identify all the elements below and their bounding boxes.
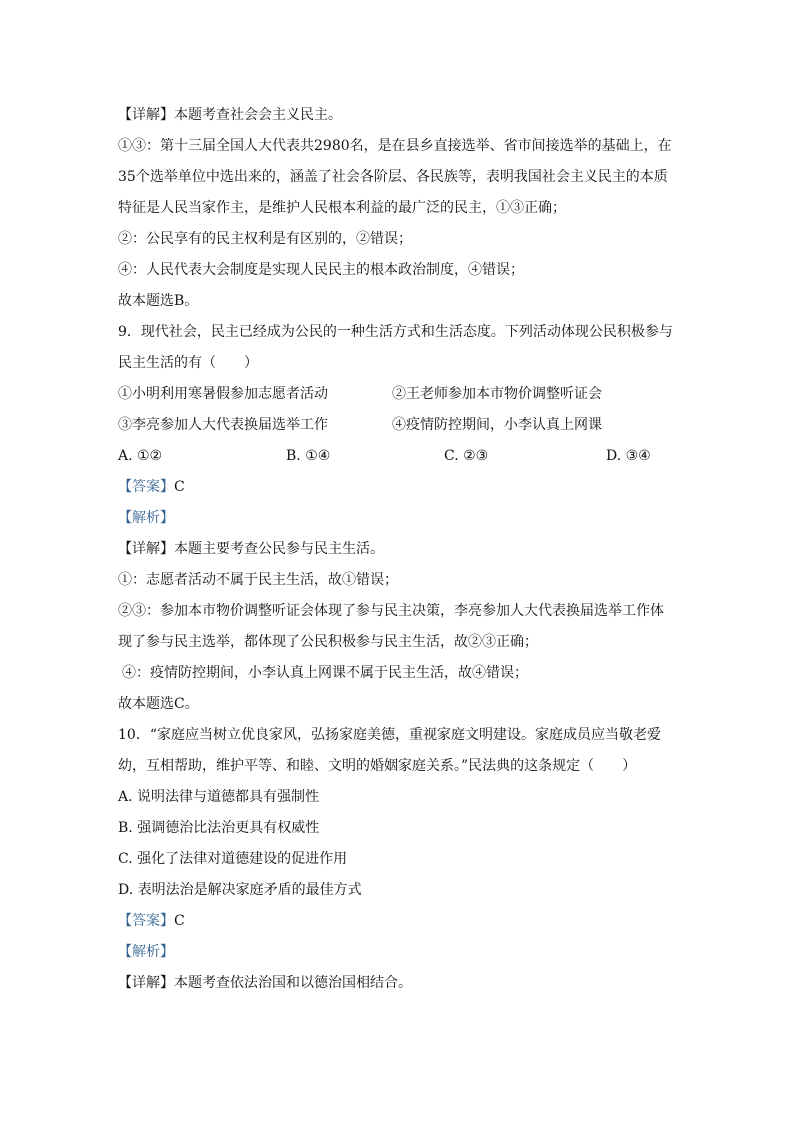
item-4: ④疫情防控期间，小李认真上网课 bbox=[392, 417, 602, 433]
question-9-stem: 民主生活的有（ ） bbox=[118, 355, 258, 371]
item-3: ③李亮参加人大代表换届选举工作 bbox=[118, 417, 328, 433]
answer-value: C bbox=[174, 479, 185, 495]
analysis-label: 【解析】 bbox=[118, 510, 174, 526]
option-d: D. 表明法治是解决家庭矛盾的最佳方式 bbox=[118, 882, 362, 898]
option-a: A. ①② bbox=[118, 448, 163, 464]
explanation-line: ①：志愿者活动不属于民主生活，故①错误； bbox=[118, 572, 398, 588]
answer-line bbox=[118, 906, 678, 937]
option-c: C. 强化了法律对道德建设的促进作用 bbox=[118, 851, 348, 867]
analysis-label: 【解析】 bbox=[118, 944, 174, 960]
conclusion-line: 故本题选B。 bbox=[118, 293, 199, 309]
option-c: C. ②③ bbox=[444, 448, 489, 464]
answer-label: 【答案】 bbox=[118, 913, 174, 929]
option-a: A. 说明法律与道德都具有强制性 bbox=[118, 789, 320, 805]
option-d: D. ③④ bbox=[606, 448, 651, 464]
question-10-stem: 10．“家庭应当树立优良家风，弘扬家庭美德，重视家庭文明建设。家庭成员应当敬老爱 bbox=[118, 727, 661, 743]
explanation-line: ②③：参加本市物价调整听证会体现了参与民主决策，李亮参加人大代表换届选举工作体 bbox=[118, 603, 664, 619]
explanation-line: 35个选举单位中选出来的，涵盖了社会各阶层、各民族等，表明我国社会主义民主的本质 bbox=[118, 169, 668, 185]
document-page bbox=[118, 100, 678, 999]
explanation-line: 特征是人民当家作主，是维护人民根本利益的最广泛的民主，①③正确； bbox=[118, 200, 566, 216]
question-9-items-row bbox=[118, 410, 678, 441]
explanation-line: ④：疫情防控期间，小李认真上网课不属于民主生活，故④错误； bbox=[122, 665, 528, 681]
explanation-line: 现了参与民主选举，都体现了公民积极参与民主生活，故②③正确； bbox=[118, 634, 538, 650]
explanation-line: ④：人民代表大会制度是实现人民民主的根本政治制度，④错误； bbox=[118, 262, 524, 278]
question-10-stem: 幼，互相帮助，维护平等、和睦、文明的婚姻家庭关系。”民法典的这条规定（ ） bbox=[118, 758, 637, 774]
detail-heading: 【详解】本题考查社会会主义民主。 bbox=[118, 107, 342, 123]
option-b: B. 强调德治比法治更具有权威性 bbox=[118, 820, 320, 836]
explanation-line: ①③：第十三届全国人大代表共2980名，是在县乡直接选举、省市间接选举的基础上，在 bbox=[118, 138, 672, 154]
option-b: B. ①④ bbox=[286, 448, 331, 464]
answer-line bbox=[118, 472, 678, 503]
item-2: ②王老师参加本市物价调整听证会 bbox=[392, 386, 602, 402]
question-9-options bbox=[118, 441, 678, 472]
answer-value: C bbox=[174, 913, 185, 929]
detail-heading: 【详解】本题考查依法治国和以德治国相结合。 bbox=[118, 975, 412, 991]
conclusion-line: 故本题选C。 bbox=[118, 696, 199, 712]
answer-label: 【答案】 bbox=[118, 479, 174, 495]
question-9-items-row bbox=[118, 379, 678, 410]
item-1: ①小明利用寒暑假参加志愿者活动 bbox=[118, 386, 328, 402]
question-9-stem: 9．现代社会，民主已经成为公民的一种生活方式和生活态度。下列活动体现公民积极参与 bbox=[118, 324, 673, 340]
explanation-line: ②：公民享有的民主权利是有区别的，②错误； bbox=[118, 231, 412, 247]
detail-heading: 【详解】本题主要考查公民参与民主生活。 bbox=[118, 541, 384, 557]
